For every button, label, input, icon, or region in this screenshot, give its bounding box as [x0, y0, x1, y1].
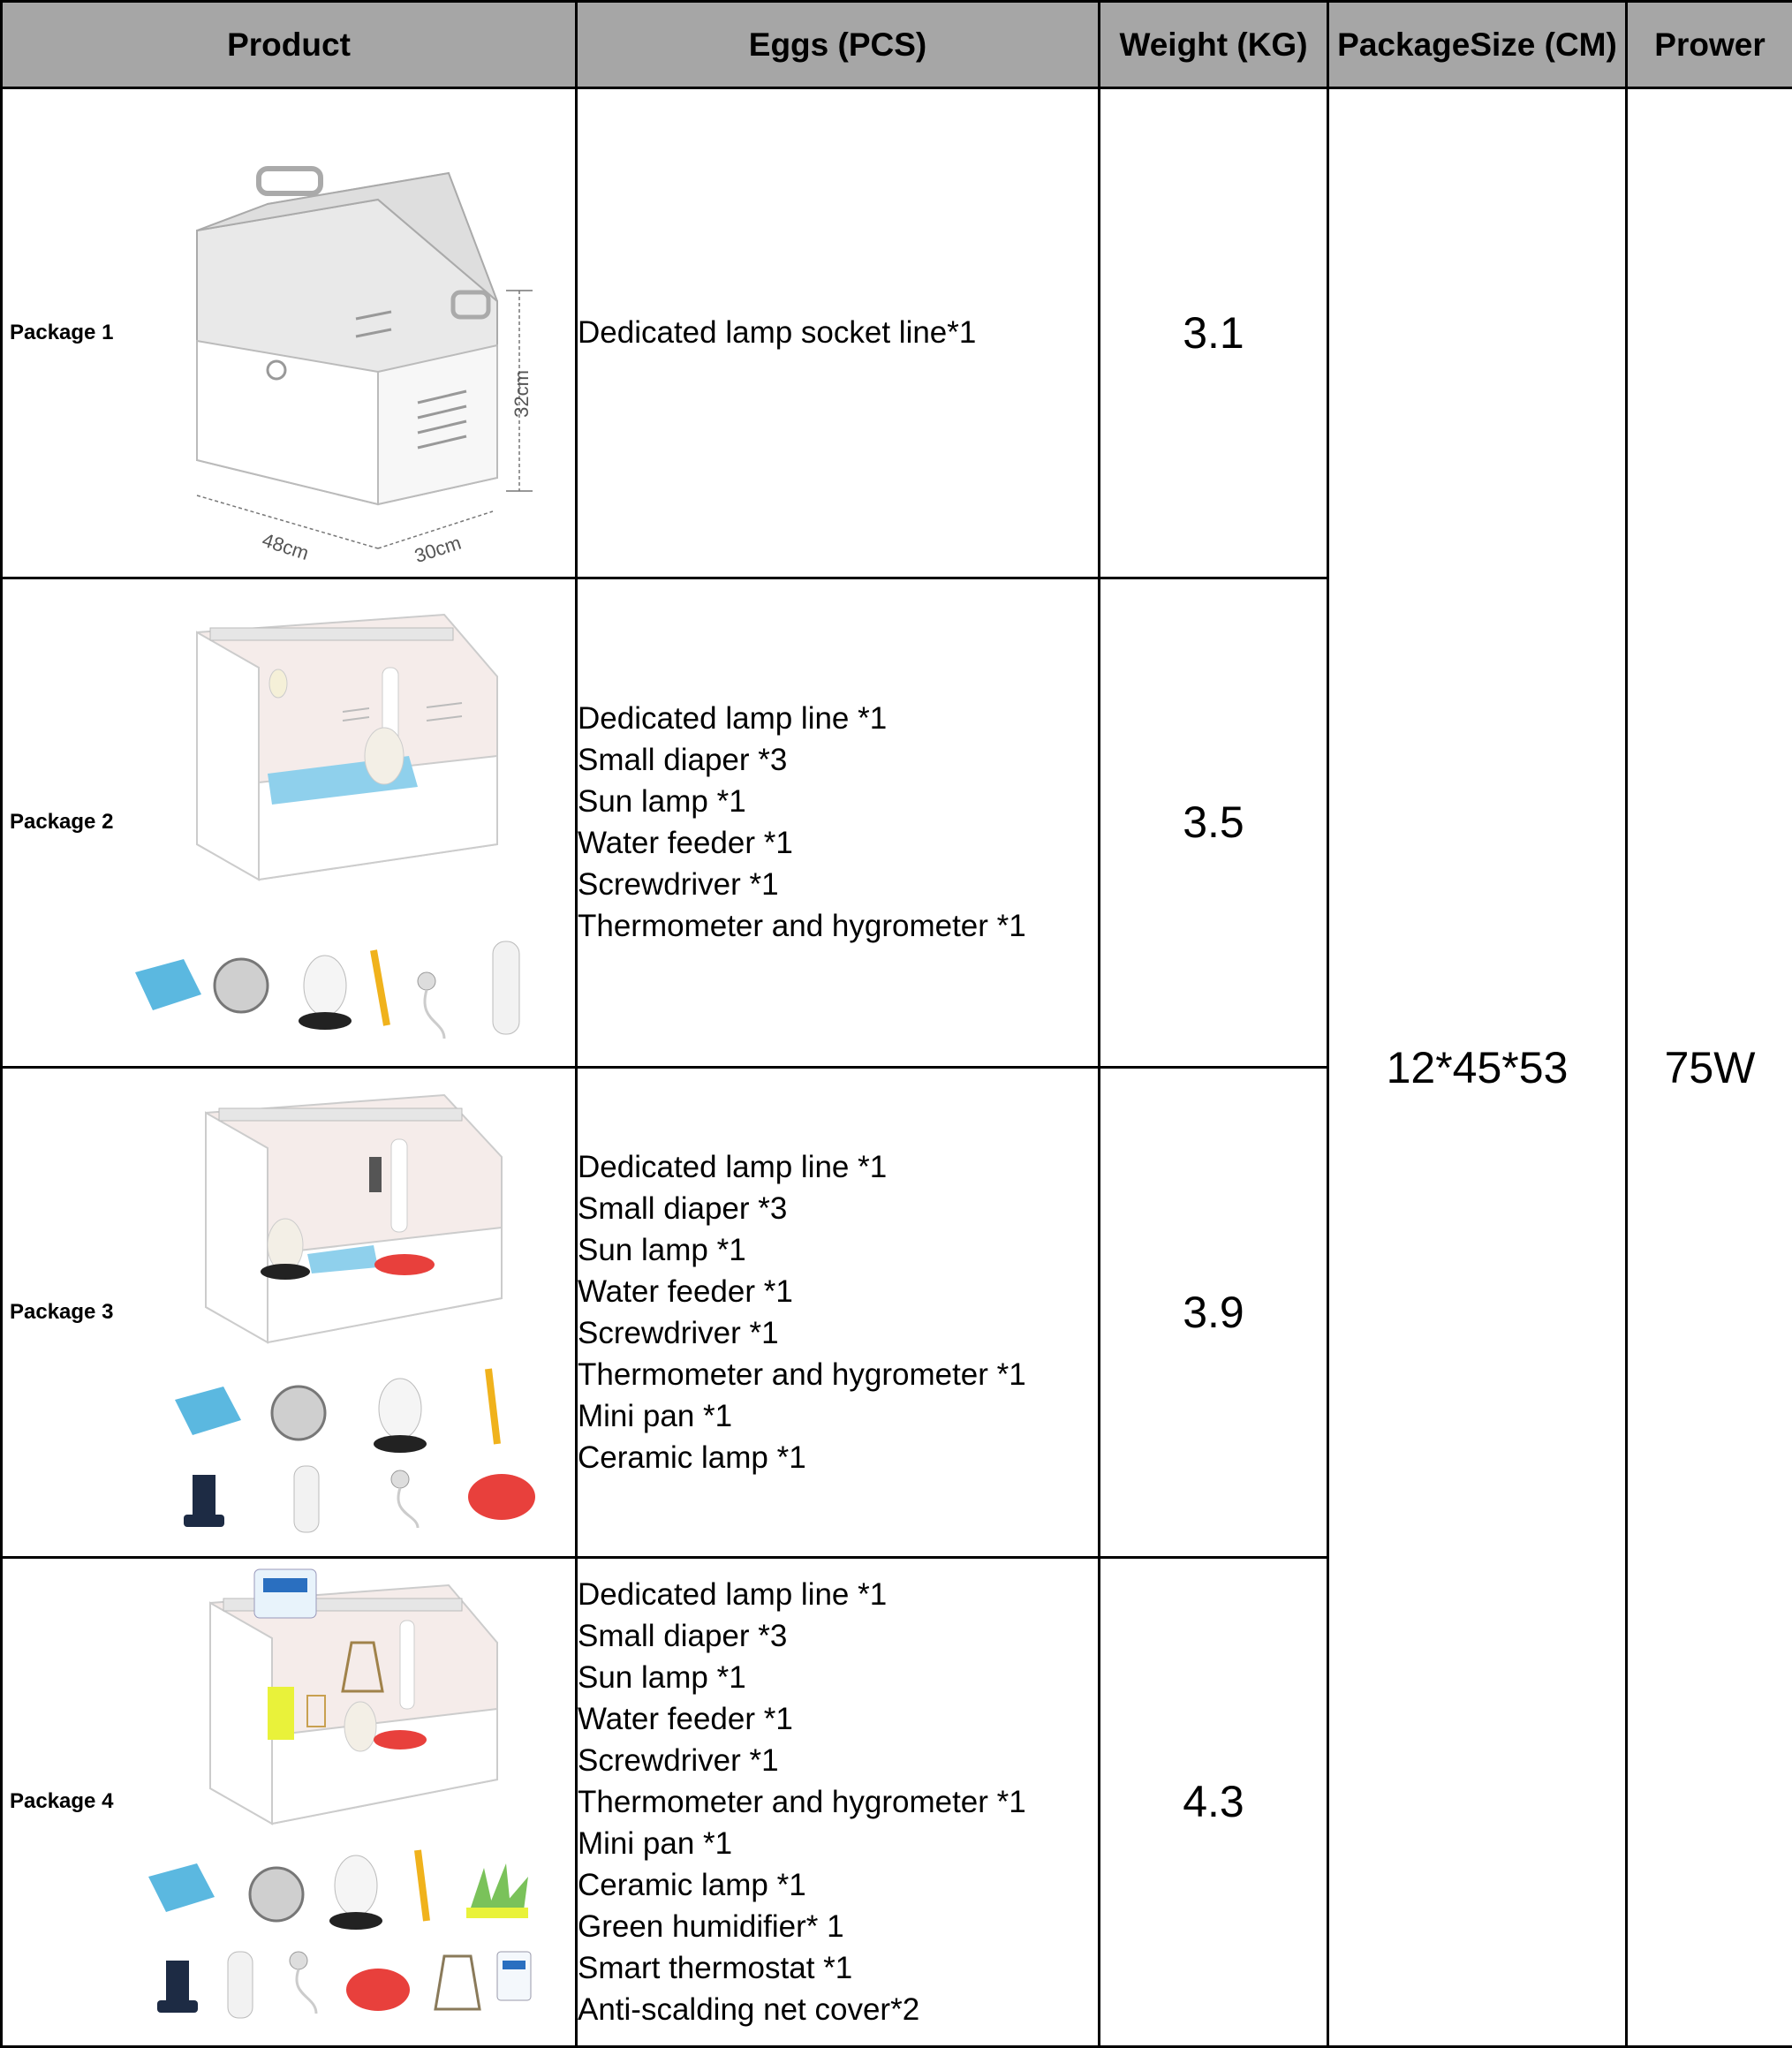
header-product: Product [2, 2, 577, 88]
package-size-value: 12*45*53 [1328, 88, 1627, 2047]
contents-list-2 [578, 698, 1098, 947]
content-item: Screwdriver *1 [578, 1742, 779, 1778]
ceramic-lamp-icon [193, 1475, 215, 1519]
content-item: Anti-scalding net cover*2 [578, 1991, 920, 2027]
content-item: Small diaper *3 [578, 1618, 788, 1653]
contents-cell-1 [577, 88, 1100, 578]
package-label-4: Package 4 [10, 1789, 114, 1814]
diaper-icon [135, 959, 201, 1010]
screwdriver-icon [374, 950, 387, 1025]
package-label-2: Package 2 [10, 810, 114, 835]
header-power: Prower [1627, 2, 1792, 88]
content-item: Green humidifier* 1 [578, 1908, 844, 1944]
content-item: Mini pan *1 [578, 1825, 733, 1861]
product-cell-3 [2, 1068, 577, 1558]
content-item: Sun lamp *1 [578, 1232, 746, 1267]
content-item: Ceramic lamp *1 [578, 1867, 806, 1902]
header-weight: Weight (KG) [1100, 2, 1328, 88]
thermometer-icon [493, 941, 519, 1034]
content-item: Screwdriver *1 [578, 1315, 779, 1350]
content-item: Water feeder *1 [578, 1701, 793, 1736]
dimension-height: 32cm [510, 370, 533, 418]
power-value: 75W [1627, 88, 1792, 2047]
content-item: Water feeder *1 [578, 1273, 793, 1309]
net-cover-icon [435, 1956, 480, 2009]
smart-thermostat-icon [254, 1569, 316, 1618]
mini-pan-icon [468, 1474, 535, 1520]
humidifier-icon [466, 1863, 528, 1918]
dimension-width: 48cm [259, 528, 312, 565]
content-item: Dedicated lamp line *1 [578, 1576, 888, 1612]
content-item: Dedicated lamp socket line*1 [578, 315, 977, 351]
content-item: Thermometer and hygrometer *1 [578, 1357, 1026, 1392]
content-item: Thermometer and hygrometer *1 [578, 909, 1026, 944]
contents-list-4 [578, 1574, 1098, 2030]
content-item: Small diaper *3 [578, 743, 788, 778]
content-item: Screwdriver *1 [578, 867, 779, 903]
header-eggs: Eggs (PCS) [577, 2, 1100, 88]
package-label-3: Package 3 [10, 1299, 114, 1324]
weight-cell-2: 3.5 [1100, 578, 1328, 1068]
contents-list-1 [578, 312, 1098, 353]
header-package-size: PackageSize (CM) [1328, 2, 1627, 88]
product-cell-1 [2, 88, 577, 578]
product-cell-2 [2, 578, 577, 1068]
content-item: Dedicated lamp line *1 [578, 701, 888, 737]
content-item: Water feeder *1 [578, 826, 793, 861]
package-label-1: Package 1 [10, 320, 114, 344]
dimension-depth: 30cm [412, 531, 465, 568]
content-item: Smart thermostat *1 [578, 1950, 853, 1985]
contents-cell-4 [577, 1557, 1100, 2047]
content-item: Sun lamp *1 [578, 1659, 746, 1695]
weight-cell-1: 3.1 [1100, 88, 1328, 578]
product-cell-4 [2, 1557, 577, 2047]
content-item: Small diaper *3 [578, 1190, 788, 1226]
package-row-1 [2, 88, 1792, 578]
weight-cell-3: 3.9 [1100, 1068, 1328, 1558]
content-item: Dedicated lamp line *1 [578, 1149, 888, 1184]
content-item: Sun lamp *1 [578, 784, 746, 820]
contents-cell-3 [577, 1068, 1100, 1558]
header-row [2, 2, 1792, 88]
sun-lamp-icon [215, 959, 268, 1012]
weight-cell-4: 4.3 [1100, 1557, 1328, 2047]
content-item: Ceramic lamp *1 [578, 1440, 806, 1475]
content-item: Thermometer and hygrometer *1 [578, 1784, 1026, 1819]
contents-list-3 [578, 1146, 1098, 1478]
contents-cell-2 [577, 578, 1100, 1068]
content-item: Mini pan *1 [578, 1398, 733, 1433]
